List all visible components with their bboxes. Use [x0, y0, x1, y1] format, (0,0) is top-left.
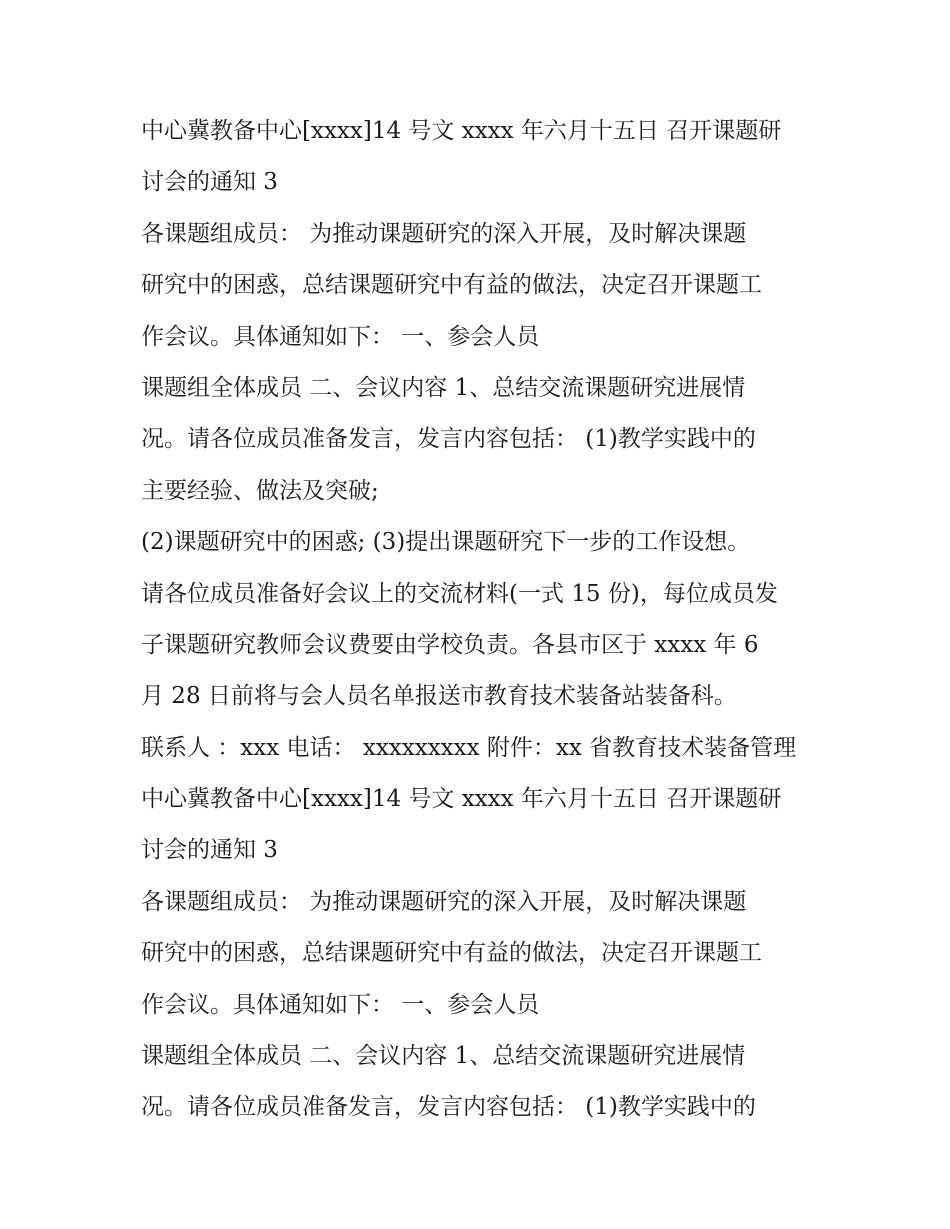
text-line: 请各位成员准备好会议上的交流材料(一式 15 份)，每位成员发 — [141, 580, 778, 607]
text-line: 各课题组成员： 为推动课题研究的深入开展，及时解决课题 — [141, 220, 747, 247]
text-line: 子课题研究教师会议费要由学校负责。各县市区于 xxxx 年 6 — [141, 631, 759, 658]
text-line: 况。请各位成员准备发言，发言内容包括： (1)教学实践中的 — [141, 1094, 756, 1121]
text-line: 主要经验、做法及突破; — [141, 477, 379, 504]
text-line: 中心冀教备中心[xxxx]14 号文 xxxx 年六月十五日 召开课题研 — [141, 786, 782, 813]
text-line: 联系人 ：xxx 电话： xxxxxxxxx 附件：xx 省教育技术装备管理 — [141, 734, 797, 761]
text-line: 研究中的困惑，总结课题研究中有益的做法，决定召开课题工 — [141, 272, 762, 299]
text-line: 况。请各位成员准备发言，发言内容包括： (1)教学实践中的 — [141, 426, 756, 453]
text-line: 各课题组成员： 为推动课题研究的深入开展，及时解决课题 — [141, 888, 747, 915]
document-body — [141, 106, 841, 1134]
text-line: 月 28 日前将与会人员名单报送市教育技术装备站装备科。 — [141, 683, 737, 710]
text-line: 作会议。具体通知如下： 一、参会人员 — [141, 323, 540, 350]
text-line: 课题组全体成员 二、会议内容 1、总结交流课题研究进展情 — [141, 1043, 746, 1070]
text-line: (2)课题研究中的困惑; (3)提出课题研究下一步的工作设想。 — [141, 529, 751, 556]
text-line: 作会议。具体通知如下： 一、参会人员 — [141, 991, 540, 1018]
text-line: 讨会的通知 3 — [141, 837, 278, 864]
text-line: 研究中的困惑，总结课题研究中有益的做法，决定召开课题工 — [141, 940, 762, 967]
text-line: 中心冀教备中心[xxxx]14 号文 xxxx 年六月十五日 召开课题研 — [141, 118, 782, 144]
text-line: 课题组全体成员 二、会议内容 1、总结交流课题研究进展情 — [141, 374, 746, 401]
text-line: 讨会的通知 3 — [141, 169, 278, 196]
